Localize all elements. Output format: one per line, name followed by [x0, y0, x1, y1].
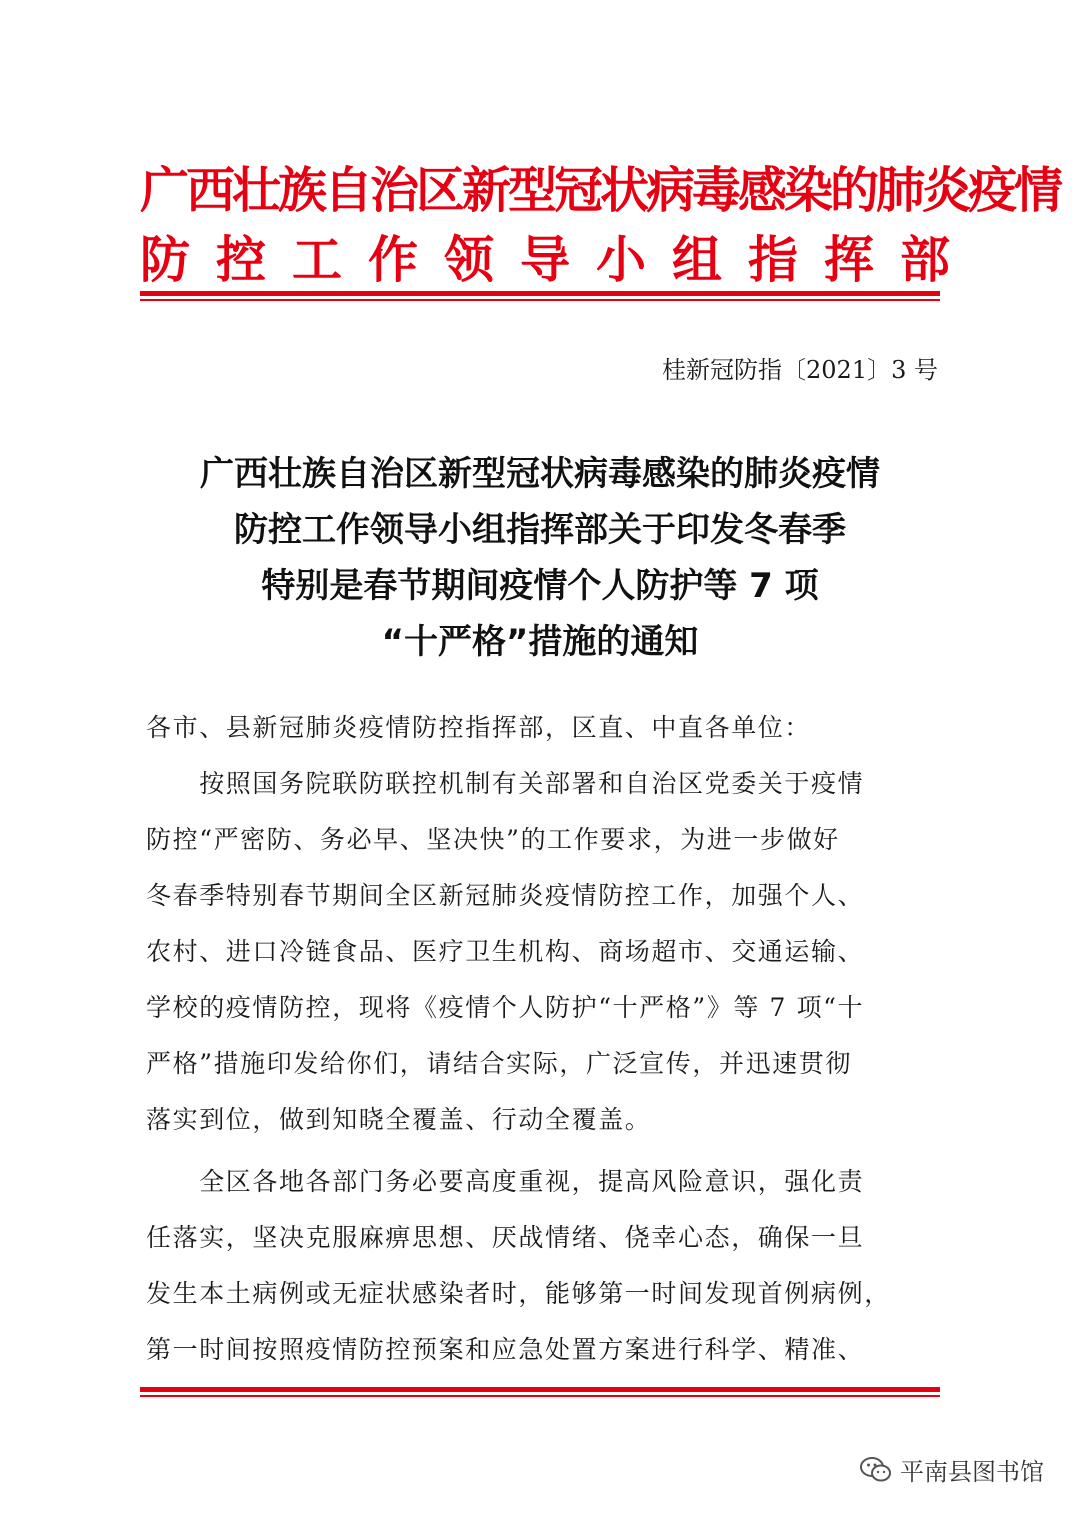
footer-red-rule-thin — [140, 1395, 940, 1397]
masthead-line-1: 广西壮族自治区新型冠状病毒感染的肺炎疫情 — [140, 162, 1061, 219]
footer-red-rule-thick — [140, 1387, 940, 1392]
watermark-text: 平南县图书馆 — [900, 1458, 1044, 1486]
masthead-line-2: 防控工作领导小组指挥部 — [140, 231, 976, 289]
paragraph-1-line: 严格”措施印发给你们，请结合实际，广泛宣传，并迅速贯彻 — [146, 1049, 852, 1078]
title-line-1: 广西壮族自治区新型冠状病毒感染的肺炎疫情 — [200, 454, 880, 494]
wechat-icon — [860, 1456, 892, 1484]
paragraph-1-line: 农村、进口冷链食品、医疗卫生机构、商场超市、交通运输、 — [146, 937, 865, 966]
paragraph-1-line: 冬春季特别春节期间全区新冠肺炎疫情防控工作，加强个人、 — [146, 881, 865, 910]
red-masthead — [140, 160, 1061, 292]
paragraph-2-line: 第一时间按照疫情防控预案和应急处置方案进行科学、精准、 — [146, 1335, 865, 1364]
title-line-4: “十严格”措施的通知 — [381, 622, 699, 662]
salutation: 各市、县新冠肺炎疫情防控指挥部，区直、中直各单位： — [146, 713, 812, 742]
paragraph-2-line: 全区各地各部门务必要高度重视，提高风险意识，强化责 — [146, 1167, 865, 1196]
document-title — [140, 446, 940, 670]
paragraph-1-line: 学校的疫情防控，现将《疫情个人防护“十严格”》等 7 项“十 — [146, 993, 865, 1022]
masthead-red-rule-thick — [140, 291, 940, 296]
title-line-2: 防控工作领导小组指挥部关于印发冬春季 — [234, 510, 846, 550]
paragraph-2-line: 任落实，坚决克服麻痹思想、厌战情绪、侥幸心态，确保一旦 — [146, 1223, 865, 1252]
wechat-watermark — [860, 1452, 1044, 1487]
paragraph-1-line: 防控“严密防、务必早、坚决快”的工作要求，为进一步做好 — [146, 825, 840, 854]
paragraph-1-line: 落实到位，做到知晓全覆盖、行动全覆盖。 — [146, 1105, 652, 1134]
paragraph-1-line: 按照国务院联防联控机制有关部署和自治区党委关于疫情 — [146, 769, 865, 798]
masthead-red-rule-thin — [140, 299, 940, 301]
document-body — [146, 700, 938, 1378]
paragraph-2-line: 发生本土病例或无症状感染者时，能够第一时间发现首例病例， — [146, 1279, 891, 1308]
title-line-3: 特别是春节期间疫情个人防护等 7 项 — [261, 566, 819, 606]
document-number: 桂新冠防指〔2021〕3 号 — [662, 356, 938, 384]
